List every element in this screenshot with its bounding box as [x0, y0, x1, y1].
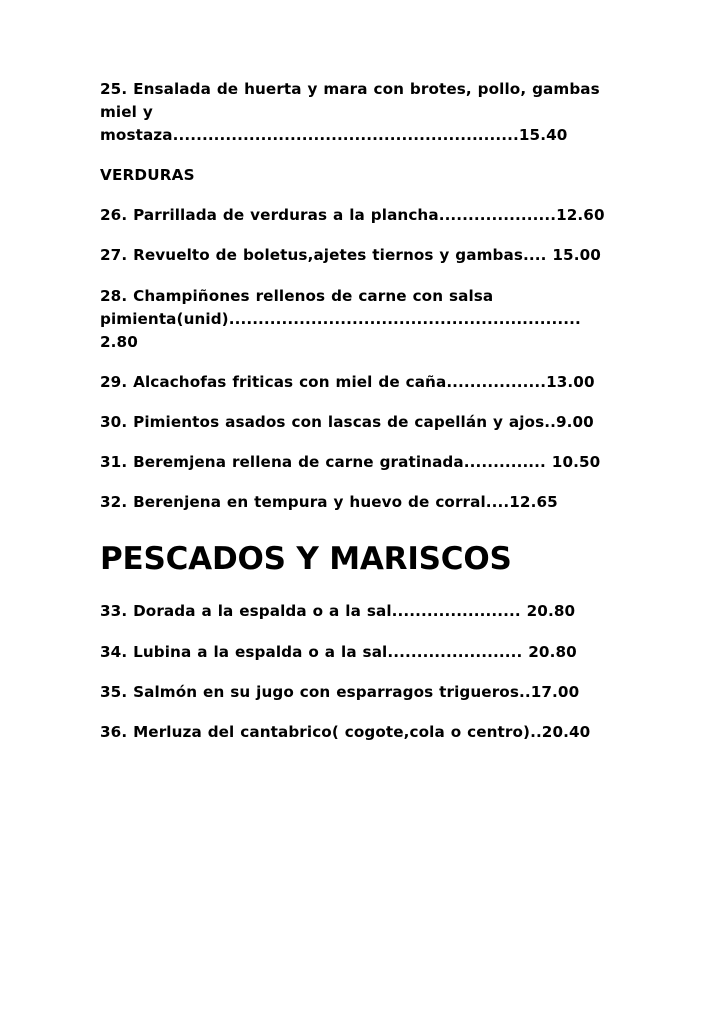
menu-item-30: 30. Pimientos asados con lascas de capellán y ajos..9.00 [100, 412, 594, 431]
menu-item-27: 27. Revuelto de boletus,ajetes tiernos y gambas.... 15.00 [100, 246, 601, 265]
menu-item-34: 34. Lubina a la espalda o a la sal....................... 20.80 [100, 642, 577, 661]
section-heading-verduras: VERDURAS [100, 166, 195, 185]
menu-item-31: 31. Beremjena rellena de carne gratinada.............. 10.50 [100, 453, 601, 472]
menu-item-32: 32. Berenjena en tempura y huevo de corral....12.65 [100, 493, 558, 512]
menu-item-26: 26. Parrillada de verduras a la plancha....................12.60 [100, 206, 605, 225]
menu-item-28: 28. Champiñones rellenos de carne con salsa pimienta(unid)............................................................ 2.80 [100, 286, 581, 351]
entries-before-section-block [100, 78, 624, 147]
menu-item-33: 33. Dorada a la espalda o a la sal...................... 20.80 [100, 602, 576, 621]
section-verduras [100, 164, 624, 514]
menu-item-36: 36. Merluza del cantabrico( cogote,cola o centro)..20.40 [100, 722, 591, 741]
menu-item-29: 29. Alcachofas friticas con miel de caña.................13.00 [100, 372, 595, 391]
menu-item-35: 35. Salmón en su jugo con esparragos trigueros..17.00 [100, 682, 580, 701]
section-heading-pescados: PESCADOS Y MARISCOS [100, 541, 512, 578]
section-pescados-y-mariscos [100, 541, 624, 744]
menu-item-25: 25. Ensalada de huerta y mara con brotes, pollo, gambas miel y mostaza...........................................................15.40 [100, 80, 600, 145]
